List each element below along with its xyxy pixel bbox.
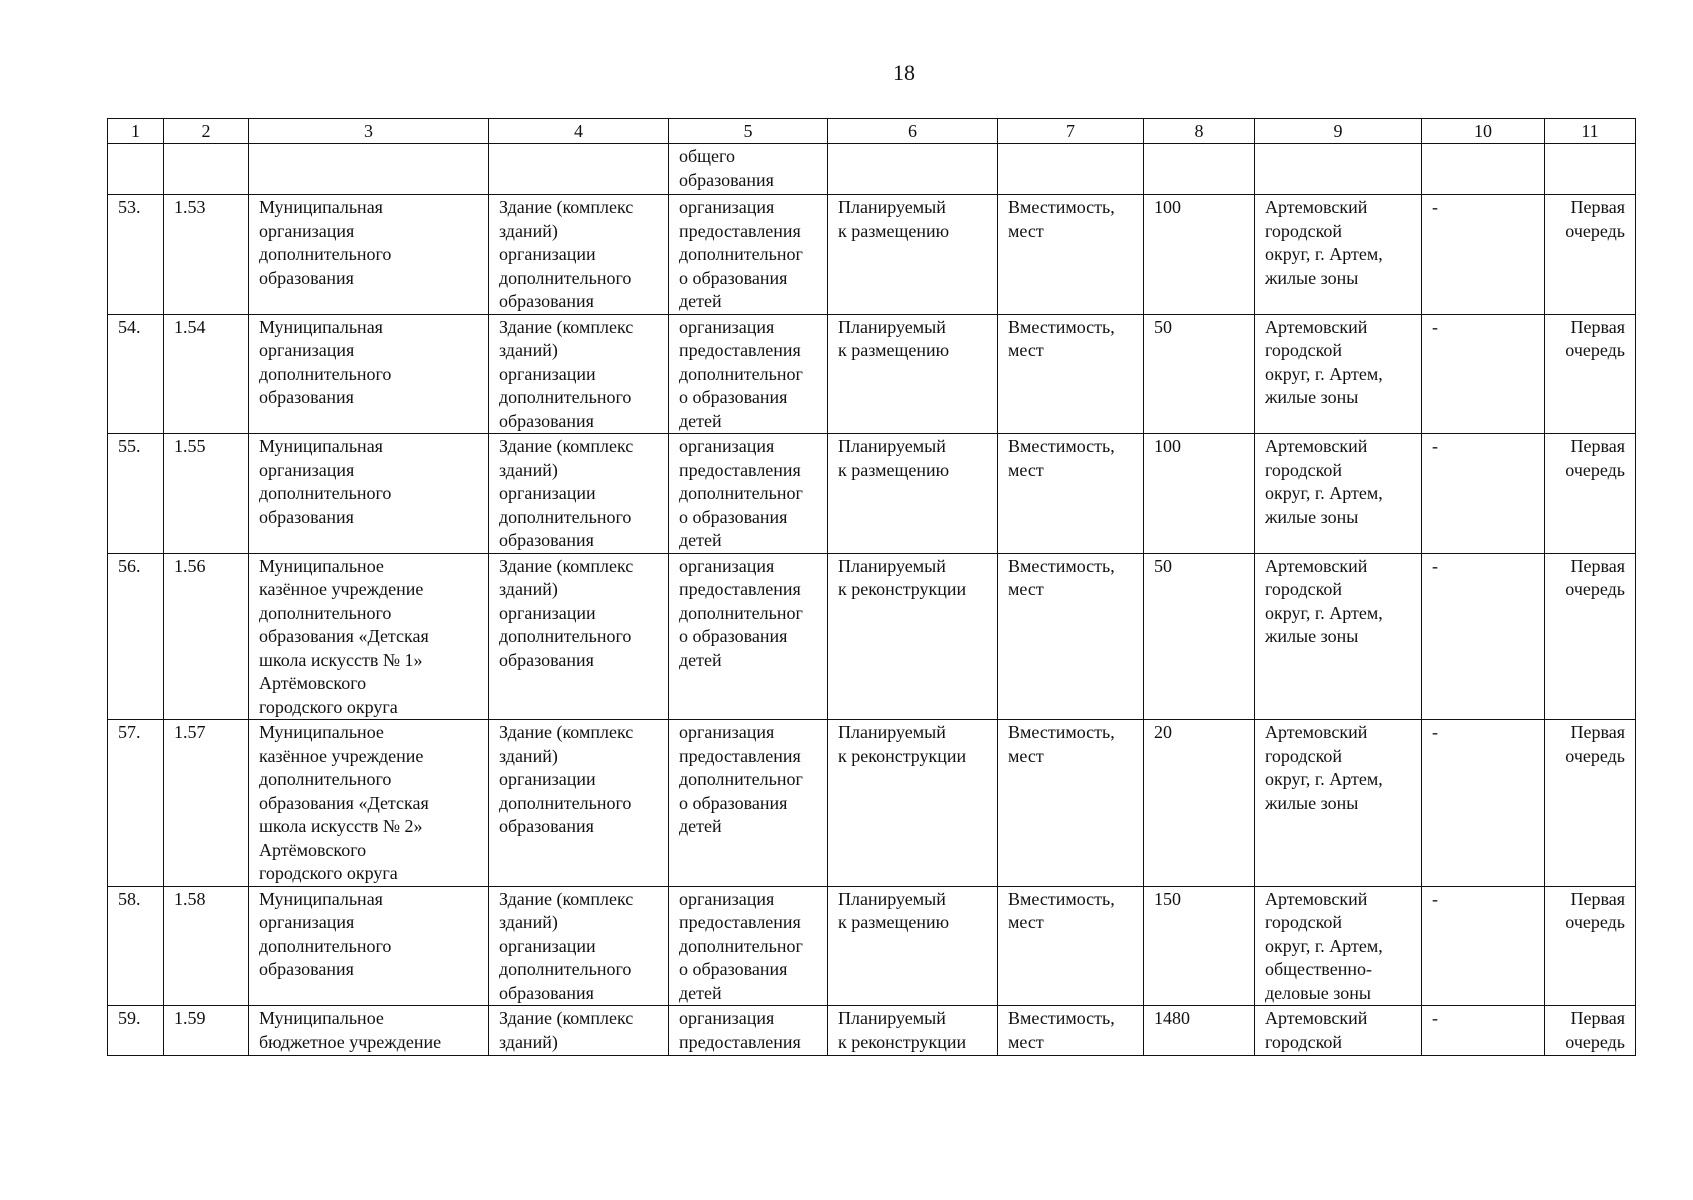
- cell-col10: -: [1422, 314, 1545, 434]
- column-number-11: 11: [1545, 119, 1636, 144]
- cell-name: Муниципальное казённое учреждение дополнительного образования «Детская школа искусств № 1» Артёмовского городского округа: [249, 553, 489, 720]
- cell-status: Планируемый к размещению: [828, 886, 998, 1006]
- cell-col10: -: [1422, 720, 1545, 887]
- cell-code: 1.54: [164, 314, 249, 434]
- cell-stage: Первая очередь: [1545, 886, 1636, 1006]
- cell-col10: -: [1422, 195, 1545, 315]
- cell-number: 58.: [108, 886, 164, 1006]
- table-row: [108, 553, 1636, 720]
- table-row: [108, 886, 1636, 1006]
- cell-value: 20: [1144, 720, 1255, 887]
- cell-status: Планируемый к размещению: [828, 434, 998, 554]
- cell-location: Артемовский городской округ, г. Артем, общественно- деловые зоны: [1255, 886, 1422, 1006]
- cell-stage: Первая очередь: [1545, 553, 1636, 720]
- cell-number: 56.: [108, 553, 164, 720]
- cell-value: 100: [1144, 195, 1255, 315]
- cell-value: 50: [1144, 314, 1255, 434]
- column-number-4: 4: [489, 119, 669, 144]
- column-number-6: 6: [828, 119, 998, 144]
- cell-value: 150: [1144, 886, 1255, 1006]
- cell-value: 50: [1144, 553, 1255, 720]
- column-number-10: 10: [1422, 119, 1545, 144]
- cell-purpose: организация предоставления дополнительног о образования детей: [669, 434, 828, 554]
- planning-table: [107, 118, 1636, 1056]
- cell-number: 59.: [108, 1006, 164, 1056]
- cell-location: Артемовский городской округ, г. Артем, жилые зоны: [1255, 195, 1422, 315]
- cell-purpose: организация предоставления дополнительног о образования детей: [669, 886, 828, 1006]
- cell-location: Артемовский городской округ, г. Артем, жилые зоны: [1255, 314, 1422, 434]
- cell-object: Здание (комплекс зданий) организации дополнительного образования: [489, 195, 669, 315]
- cell-indicator: Вместимость, мест: [998, 195, 1144, 315]
- cell-number: 57.: [108, 720, 164, 887]
- cell-code: 1.58: [164, 886, 249, 1006]
- cell-name: Муниципальная организация дополнительного образования: [249, 314, 489, 434]
- cell-status: Планируемый к реконструкции: [828, 720, 998, 887]
- column-number-5: 5: [669, 119, 828, 144]
- cell-name: Муниципальное казённое учреждение дополнительного образования «Детская школа искусств № 2» Артёмовского городского округа: [249, 720, 489, 887]
- cell-col10: -: [1422, 434, 1545, 554]
- cell-indicator: Вместимость, мест: [998, 720, 1144, 887]
- cell-object: Здание (комплекс зданий) организации дополнительного образования: [489, 434, 669, 554]
- cell-col10: -: [1422, 1006, 1545, 1056]
- continuation-row: [108, 144, 1636, 195]
- cell-stage: Первая очередь: [1545, 720, 1636, 887]
- cell-code: 1.57: [164, 720, 249, 887]
- cell-object: Здание (комплекс зданий) организации дополнительного образования: [489, 720, 669, 887]
- cell-number: 53.: [108, 195, 164, 315]
- cell-status: Планируемый к размещению: [828, 314, 998, 434]
- cell-purpose: организация предоставления дополнительног о образования детей: [669, 314, 828, 434]
- column-number-8: 8: [1144, 119, 1255, 144]
- table-row: [108, 195, 1636, 315]
- cell-stage: Первая очередь: [1545, 195, 1636, 315]
- cell-number: 54.: [108, 314, 164, 434]
- column-number-1: 1: [108, 119, 164, 144]
- cell-col10: -: [1422, 886, 1545, 1006]
- table-row: [108, 720, 1636, 887]
- cell-code: 1.59: [164, 1006, 249, 1056]
- column-number-3: 3: [249, 119, 489, 144]
- cell-purpose: организация предоставления дополнительног о образования детей: [669, 720, 828, 887]
- cell-stage: Первая очередь: [1545, 314, 1636, 434]
- cell-number: 55.: [108, 434, 164, 554]
- cell-object: Здание (комплекс зданий) организации дополнительного образования: [489, 553, 669, 720]
- table-row: [108, 434, 1636, 554]
- column-number-2: 2: [164, 119, 249, 144]
- cell-name: Муниципальная организация дополнительного образования: [249, 434, 489, 554]
- cell-indicator: Вместимость, мест: [998, 886, 1144, 1006]
- cell-name: Муниципальная организация дополнительного образования: [249, 886, 489, 1006]
- cell-col10: -: [1422, 553, 1545, 720]
- column-number-7: 7: [998, 119, 1144, 144]
- cell-name: Муниципальная организация дополнительного образования: [249, 195, 489, 315]
- cell-status: Планируемый к реконструкции: [828, 553, 998, 720]
- cell-code: 1.55: [164, 434, 249, 554]
- cell-stage: Первая очередь: [1545, 1006, 1636, 1056]
- cell-location: Артемовский городской: [1255, 1006, 1422, 1056]
- cell-code: 1.53: [164, 195, 249, 315]
- continuation-cell-purpose: общего образования: [669, 144, 828, 195]
- page-number: 18: [893, 60, 915, 85]
- cell-indicator: Вместимость, мест: [998, 434, 1144, 554]
- cell-location: Артемовский городской округ, г. Артем, жилые зоны: [1255, 553, 1422, 720]
- cell-object: Здание (комплекс зданий) организации дополнительного образования: [489, 886, 669, 1006]
- cell-name: Муниципальное бюджетное учреждение: [249, 1006, 489, 1056]
- cell-indicator: Вместимость, мест: [998, 553, 1144, 720]
- cell-indicator: Вместимость, мест: [998, 314, 1144, 434]
- table-row: [108, 1006, 1636, 1056]
- column-number-9: 9: [1255, 119, 1422, 144]
- cell-purpose: организация предоставления: [669, 1006, 828, 1056]
- cell-purpose: организация предоставления дополнительног о образования детей: [669, 553, 828, 720]
- cell-value: 1480: [1144, 1006, 1255, 1056]
- cell-stage: Первая очередь: [1545, 434, 1636, 554]
- cell-status: Планируемый к реконструкции: [828, 1006, 998, 1056]
- cell-location: Артемовский городской округ, г. Артем, жилые зоны: [1255, 720, 1422, 887]
- cell-code: 1.56: [164, 553, 249, 720]
- column-number-row: [108, 119, 1636, 144]
- cell-location: Артемовский городской округ, г. Артем, жилые зоны: [1255, 434, 1422, 554]
- cell-status: Планируемый к размещению: [828, 195, 998, 315]
- table-row: [108, 314, 1636, 434]
- cell-purpose: организация предоставления дополнительног о образования детей: [669, 195, 828, 315]
- cell-indicator: Вместимость, мест: [998, 1006, 1144, 1056]
- cell-object: Здание (комплекс зданий): [489, 1006, 669, 1056]
- cell-object: Здание (комплекс зданий) организации дополнительного образования: [489, 314, 669, 434]
- cell-value: 100: [1144, 434, 1255, 554]
